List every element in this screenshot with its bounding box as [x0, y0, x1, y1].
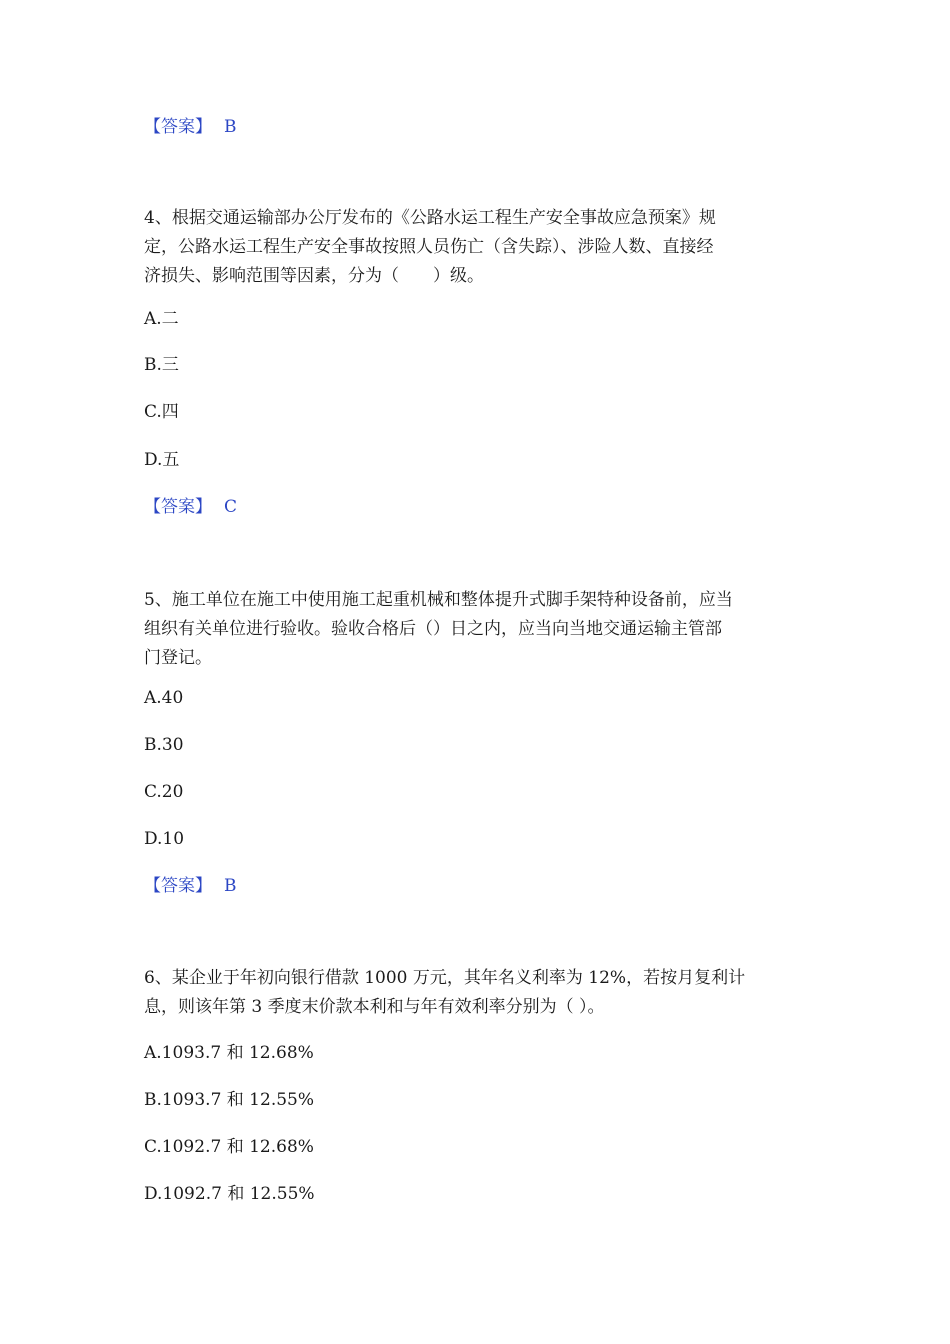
- q5-stem-line: 组织有关单位进行验收。验收合格后（）日之内，应当向当地交通运输主管部: [144, 619, 722, 639]
- answer-label: 【答案】: [144, 117, 212, 137]
- answer-label: 【答案】: [144, 497, 212, 517]
- q6-stem-line: 息，则该年第 3 季度末价款本利和与年有效利率分别为（ ）。: [144, 997, 605, 1017]
- q4-option-d: D.五: [144, 450, 180, 470]
- q4-answer: [144, 495, 237, 519]
- answer-value: C: [224, 497, 238, 517]
- q4-stem-line: 定，公路水运工程生产安全事故按照人员伤亡（含失踪）、涉险人数、直接经: [144, 237, 714, 257]
- answer-label: 【答案】: [144, 876, 212, 896]
- q6-option-b: B.1093.7 和 12.55%: [144, 1090, 315, 1110]
- q4-stem-line: 济损失、影响范围等因素，分为（ ）级。: [144, 266, 484, 286]
- q4-option-b: B.三: [144, 355, 179, 375]
- q4-option-c: C.四: [144, 402, 179, 422]
- q5-answer: [144, 874, 237, 898]
- answer-value: B: [224, 117, 237, 137]
- q6-option-c: C.1092.7 和 12.68%: [144, 1137, 314, 1157]
- q6-option-d: D.1092.7 和 12.55%: [144, 1184, 315, 1204]
- q5-stem-line: 门登记。: [144, 648, 212, 668]
- q5-option-a: A.40: [144, 688, 184, 708]
- q5-option-d: D.10: [144, 829, 185, 849]
- q6-stem: [144, 964, 804, 1022]
- q3-answer: [144, 115, 237, 139]
- q6-stem-line: 6、某企业于年初向银行借款 1000 万元，其年名义利率为 12%，若按月复利计: [144, 968, 746, 988]
- q5-stem-line: 5、施工单位在施工中使用施工起重机械和整体提升式脚手架特种设备前，应当: [144, 590, 733, 610]
- answer-value: B: [224, 876, 237, 896]
- q4-stem-line: 4、根据交通运输部办公厅发布的《公路水运工程生产安全事故应急预案》规: [144, 208, 716, 228]
- q5-option-b: B.30: [144, 735, 184, 755]
- q4-option-a: A.二: [144, 309, 179, 329]
- q5-option-c: C.20: [144, 782, 184, 802]
- q4-stem: [144, 204, 804, 291]
- q5-stem: [144, 586, 804, 673]
- q6-option-a: A.1093.7 和 12.68%: [144, 1043, 314, 1063]
